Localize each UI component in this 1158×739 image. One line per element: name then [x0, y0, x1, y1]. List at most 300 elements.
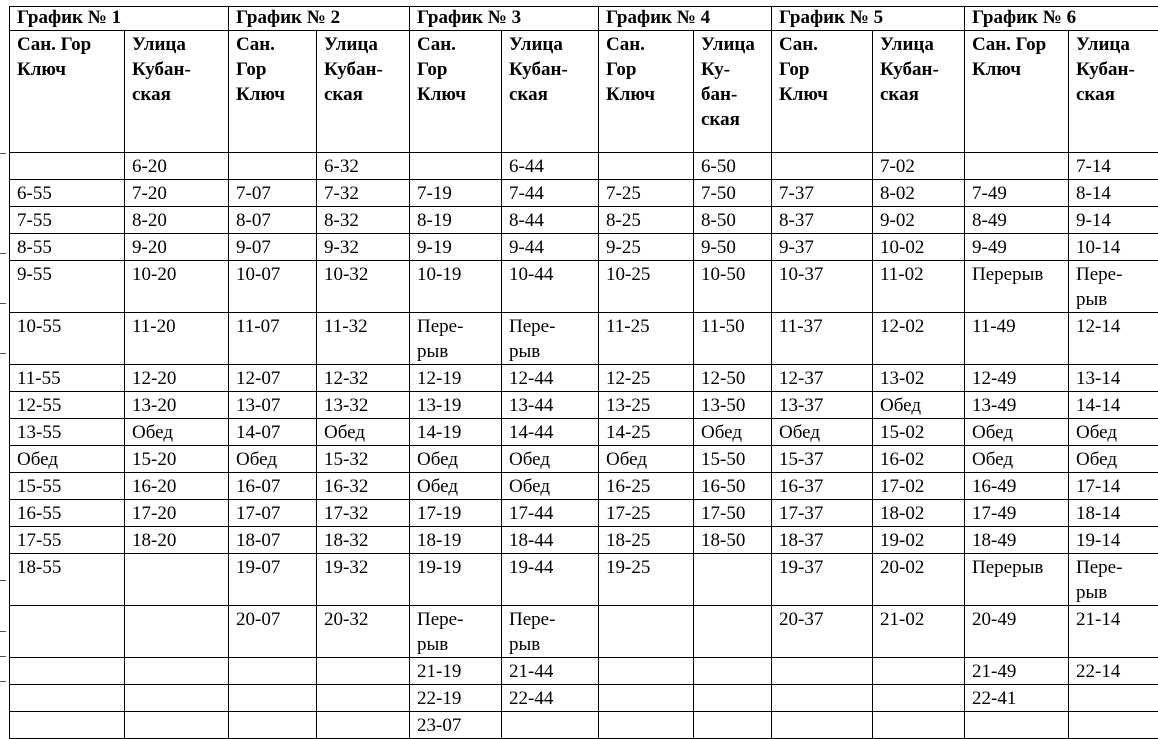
time-value: 10-50 — [701, 262, 765, 287]
schedule-1-stop-a-cell — [10, 446, 125, 473]
schedule-4-stop-a-cell — [599, 685, 694, 712]
schedule-3-stop-b-cell — [502, 606, 599, 658]
time-value: 18-14 — [1076, 501, 1158, 526]
time-value: 18-19 — [417, 528, 495, 553]
schedule-5-stop-b-cell — [873, 365, 965, 392]
schedule-6-stop-b-cell — [1069, 392, 1158, 419]
schedule-1-stop-b-cell — [125, 261, 229, 313]
schedule-row — [10, 180, 1158, 207]
schedule-2-stop-b-cell — [317, 606, 410, 658]
schedule-5-stop-a-cell — [772, 527, 873, 554]
time-value: 12-49 — [972, 366, 1062, 391]
time-value: 9-55 — [17, 262, 118, 287]
margin-tick — [0, 631, 6, 632]
time-value: 9-32 — [324, 235, 403, 260]
schedule-1-stop-a-cell — [10, 180, 125, 207]
schedule-4-stop-a-cell — [599, 446, 694, 473]
schedule-2-stop-b-cell — [317, 153, 410, 180]
schedule-1-stop-b-cell — [125, 365, 229, 392]
stop-label: Сан. Гор Ключ — [606, 32, 687, 107]
schedule-1-stop-a-header — [10, 31, 125, 153]
time-value: 18-44 — [509, 528, 592, 553]
schedule-row — [10, 606, 1158, 658]
schedule-6-stop-a-cell — [965, 446, 1069, 473]
schedule-4-stop-b-cell — [694, 527, 772, 554]
time-value: 10-19 — [417, 262, 495, 287]
margin-tick — [0, 253, 6, 254]
schedule-1-stop-b-cell — [125, 658, 229, 685]
schedule-6-stop-a-cell — [965, 392, 1069, 419]
schedule-1-stop-a-cell — [10, 500, 125, 527]
time-value: 13-44 — [509, 393, 592, 418]
time-value: 11-32 — [324, 314, 403, 339]
time-value: 21-14 — [1076, 607, 1158, 632]
schedule-1-stop-b-cell — [125, 685, 229, 712]
schedule-row — [10, 313, 1158, 365]
schedule-5-stop-b-header — [873, 31, 965, 153]
schedule-3-stop-a-cell — [410, 365, 502, 392]
schedule-3-stop-a-cell — [410, 527, 502, 554]
time-value: Обед — [509, 447, 592, 472]
schedule-1-stop-a-cell — [10, 606, 125, 658]
time-value: 8-20 — [132, 208, 222, 233]
time-value: 8-02 — [880, 181, 958, 206]
time-value: 12-55 — [17, 393, 118, 418]
time-value: 17-07 — [236, 501, 310, 526]
schedule-2-stop-a-cell — [229, 207, 317, 234]
schedule-3-title: График № 3 — [410, 7, 599, 31]
margin-tick — [0, 681, 6, 682]
time-value: 18-50 — [701, 528, 765, 553]
schedule-1-stop-b-cell — [125, 392, 229, 419]
schedule-3-stop-b-cell — [502, 180, 599, 207]
time-value: Обед — [236, 447, 310, 472]
schedule-1-stop-b-header — [125, 31, 229, 153]
time-value: 18-07 — [236, 528, 310, 553]
schedule-5-stop-a-cell — [772, 500, 873, 527]
schedule-6-stop-b-cell — [1069, 313, 1158, 365]
schedule-2-stop-a-cell — [229, 685, 317, 712]
time-value: 17-37 — [779, 501, 866, 526]
time-value: 12-44 — [509, 366, 592, 391]
time-value: 7-50 — [701, 181, 765, 206]
schedule-2-stop-a-cell — [229, 419, 317, 446]
schedule-3-stop-a-cell — [410, 419, 502, 446]
schedule-1-stop-b-cell — [125, 180, 229, 207]
schedule-1-stop-b-cell — [125, 419, 229, 446]
schedule-3-stop-a-cell — [410, 313, 502, 365]
time-value: 7-14 — [1076, 154, 1158, 179]
schedule-4-stop-a-cell — [599, 392, 694, 419]
time-value: 17-02 — [880, 474, 958, 499]
time-value: 7-37 — [779, 181, 866, 206]
time-value: Обед — [1076, 420, 1158, 445]
time-value: 7-25 — [606, 181, 687, 206]
schedule-6-stop-b-cell — [1069, 527, 1158, 554]
stop-header-row — [10, 31, 1158, 153]
time-value: 12-02 — [880, 314, 958, 339]
time-value: 12-37 — [779, 366, 866, 391]
schedule-2-stop-a-cell — [229, 606, 317, 658]
schedule-5-stop-a-cell — [772, 473, 873, 500]
schedule-3-stop-b-cell — [502, 234, 599, 261]
schedule-4-stop-b-cell — [694, 261, 772, 313]
time-value: 17-32 — [324, 501, 403, 526]
time-value: 20-49 — [972, 607, 1062, 632]
time-value: 20-37 — [779, 607, 866, 632]
schedule-5-stop-b-cell — [873, 712, 965, 739]
schedule-3-stop-b-cell — [502, 712, 599, 739]
time-value: 9-50 — [701, 235, 765, 260]
schedule-5-stop-b-cell — [873, 234, 965, 261]
schedule-6-stop-b-header — [1069, 31, 1158, 153]
time-value: 18-20 — [132, 528, 222, 553]
time-value: 9-44 — [509, 235, 592, 260]
time-value: Обед — [972, 420, 1062, 445]
time-value: 8-14 — [1076, 181, 1158, 206]
time-value: 9-20 — [132, 235, 222, 260]
stop-label: Сан. Гор Ключ — [17, 32, 118, 82]
schedule-4-stop-b-cell — [694, 365, 772, 392]
time-value: 9-07 — [236, 235, 310, 260]
schedule-5-stop-b-cell — [873, 153, 965, 180]
schedule-5-stop-b-cell — [873, 685, 965, 712]
schedule-1-stop-a-cell — [10, 234, 125, 261]
time-value: 17-55 — [17, 528, 118, 553]
time-value: 15-37 — [779, 447, 866, 472]
schedule-1-stop-b-cell — [125, 500, 229, 527]
time-value: 13-25 — [606, 393, 687, 418]
schedule-row — [10, 207, 1158, 234]
time-value: 6-44 — [509, 154, 592, 179]
time-value: 17-49 — [972, 501, 1062, 526]
time-value: 19-02 — [880, 528, 958, 553]
schedule-row — [10, 554, 1158, 606]
schedule-6-stop-a-cell — [965, 606, 1069, 658]
time-value: Обед — [779, 420, 866, 445]
stop-label: Улица Кубан- ская — [880, 32, 958, 107]
time-value: Обед — [17, 447, 118, 472]
schedule-2-stop-b-cell — [317, 527, 410, 554]
schedule-5-stop-a-cell — [772, 392, 873, 419]
schedule-3-stop-b-cell — [502, 500, 599, 527]
schedule-5-stop-b-cell — [873, 261, 965, 313]
time-value: 7-49 — [972, 181, 1062, 206]
time-value: 17-14 — [1076, 474, 1158, 499]
time-value: 18-49 — [972, 528, 1062, 553]
stop-label: Сан. Гор Ключ — [779, 32, 866, 107]
schedule-6-stop-b-cell — [1069, 180, 1158, 207]
time-value: 12-19 — [417, 366, 495, 391]
schedule-5-stop-a-cell — [772, 712, 873, 739]
time-value: 15-02 — [880, 420, 958, 445]
schedule-5-stop-b-cell — [873, 392, 965, 419]
schedule-6-stop-b-cell — [1069, 419, 1158, 446]
time-value: 21-02 — [880, 607, 958, 632]
schedule-3-stop-b-cell — [502, 261, 599, 313]
schedule-1-title: График № 1 — [10, 7, 229, 31]
schedule-4-stop-a-cell — [599, 180, 694, 207]
time-value: 13-55 — [17, 420, 118, 445]
schedule-6-stop-a-cell — [965, 712, 1069, 739]
schedule-3-stop-a-cell — [410, 554, 502, 606]
schedule-1-stop-a-cell — [10, 313, 125, 365]
time-value: 16-37 — [779, 474, 866, 499]
schedule-4-stop-a-cell — [599, 658, 694, 685]
time-value: 17-19 — [417, 501, 495, 526]
time-value: Пере- рыв — [417, 607, 495, 657]
schedule-5-stop-b-cell — [873, 446, 965, 473]
time-value: 18-32 — [324, 528, 403, 553]
stop-label: Улица Кубан- ская — [132, 32, 222, 107]
time-value: 8-55 — [17, 235, 118, 260]
time-value: 8-37 — [779, 208, 866, 233]
time-value: 20-32 — [324, 607, 403, 632]
schedule-4-stop-b-cell — [694, 606, 772, 658]
time-value: 21-19 — [417, 659, 495, 684]
schedule-6-stop-a-cell — [965, 419, 1069, 446]
schedule-2-stop-b-cell — [317, 473, 410, 500]
schedule-2-stop-b-cell — [317, 180, 410, 207]
schedule-5-stop-b-cell — [873, 207, 965, 234]
time-value: 17-44 — [509, 501, 592, 526]
schedule-3-stop-a-cell — [410, 261, 502, 313]
time-value: 6-50 — [701, 154, 765, 179]
time-value: 17-50 — [701, 501, 765, 526]
time-value: 22-44 — [509, 686, 592, 711]
time-value: 11-50 — [701, 314, 765, 339]
schedule-6-stop-b-cell — [1069, 500, 1158, 527]
schedule-5-stop-a-cell — [772, 365, 873, 392]
time-value: 8-19 — [417, 208, 495, 233]
schedule-6-stop-a-cell — [965, 685, 1069, 712]
schedule-3-stop-b-cell — [502, 392, 599, 419]
schedule-1-stop-b-cell — [125, 234, 229, 261]
schedule-1-stop-b-cell — [125, 473, 229, 500]
schedule-row — [10, 500, 1158, 527]
time-value: 12-50 — [701, 366, 765, 391]
schedule-2-stop-a-cell — [229, 658, 317, 685]
time-value: Обед — [606, 447, 687, 472]
schedule-4-stop-b-cell — [694, 712, 772, 739]
schedule-3-stop-a-cell — [410, 180, 502, 207]
schedule-6-stop-a-cell — [965, 473, 1069, 500]
time-value: 7-02 — [880, 154, 958, 179]
schedule-title-row — [10, 7, 1158, 31]
time-value: 11-37 — [779, 314, 866, 339]
schedule-4-stop-b-cell — [694, 446, 772, 473]
schedule-3-stop-a-header — [410, 31, 502, 153]
schedule-4-stop-b-cell — [694, 313, 772, 365]
time-value: Перерыв — [972, 555, 1062, 580]
schedule-4-stop-b-cell — [694, 392, 772, 419]
schedule-2-stop-a-cell — [229, 313, 317, 365]
time-value: 8-25 — [606, 208, 687, 233]
schedule-1-stop-b-cell — [125, 527, 229, 554]
schedule-3-stop-a-cell — [410, 234, 502, 261]
time-value: 15-20 — [132, 447, 222, 472]
time-value: 10-20 — [132, 262, 222, 287]
schedule-5-stop-a-cell — [772, 153, 873, 180]
schedule-2-stop-b-header — [317, 31, 410, 153]
schedule-6-stop-b-cell — [1069, 473, 1158, 500]
schedule-2-stop-a-cell — [229, 365, 317, 392]
schedule-6-stop-b-cell — [1069, 234, 1158, 261]
schedule-row — [10, 685, 1158, 712]
schedule-4-stop-a-cell — [599, 500, 694, 527]
stop-label: Улица Кубан- ская — [1076, 32, 1158, 107]
schedule-5-stop-b-cell — [873, 527, 965, 554]
schedule-2-stop-a-cell — [229, 180, 317, 207]
schedule-2-stop-a-cell — [229, 446, 317, 473]
schedule-4-stop-b-cell — [694, 153, 772, 180]
time-value: 22-41 — [972, 686, 1062, 711]
time-value: 8-07 — [236, 208, 310, 233]
schedule-6-stop-b-cell — [1069, 365, 1158, 392]
time-value: 17-25 — [606, 501, 687, 526]
schedule-4-stop-b-cell — [694, 500, 772, 527]
schedule-3-stop-b-header — [502, 31, 599, 153]
schedule-4-stop-b-cell — [694, 234, 772, 261]
time-value: 13-49 — [972, 393, 1062, 418]
schedule-table — [9, 6, 1158, 739]
schedule-5-stop-a-cell — [772, 234, 873, 261]
schedule-6-stop-b-cell — [1069, 658, 1158, 685]
time-value: 15-55 — [17, 474, 118, 499]
schedule-5-stop-b-cell — [873, 658, 965, 685]
schedule-5-stop-a-cell — [772, 658, 873, 685]
time-value: 8-50 — [701, 208, 765, 233]
schedule-2-stop-b-cell — [317, 446, 410, 473]
margin-tick — [0, 303, 6, 304]
schedule-3-stop-b-cell — [502, 153, 599, 180]
schedule-3-stop-a-cell — [410, 658, 502, 685]
schedule-5-stop-a-cell — [772, 446, 873, 473]
schedule-3-stop-b-cell — [502, 658, 599, 685]
schedule-4-stop-a-cell — [599, 153, 694, 180]
schedule-1-stop-b-cell — [125, 207, 229, 234]
stop-label: Улица Кубан- ская — [324, 32, 403, 107]
schedule-2-stop-b-cell — [317, 712, 410, 739]
time-value: Обед — [509, 474, 592, 499]
time-value: 7-07 — [236, 181, 310, 206]
schedule-3-stop-a-cell — [410, 473, 502, 500]
schedule-5-stop-a-header — [772, 31, 873, 153]
schedule-1-stop-a-cell — [10, 712, 125, 739]
time-value: 22-19 — [417, 686, 495, 711]
schedule-1-stop-b-cell — [125, 554, 229, 606]
time-value: 6-32 — [324, 154, 403, 179]
schedule-1-stop-a-cell — [10, 658, 125, 685]
time-value: 19-32 — [324, 555, 403, 580]
time-value: 8-32 — [324, 208, 403, 233]
time-value: 15-50 — [701, 447, 765, 472]
schedule-4-title: График № 4 — [599, 7, 772, 31]
schedule-4-stop-b-cell — [694, 419, 772, 446]
stop-label: Сан. Гор Ключ — [236, 32, 310, 107]
time-value: 20-07 — [236, 607, 310, 632]
time-value: 10-44 — [509, 262, 592, 287]
schedule-2-stop-b-cell — [317, 261, 410, 313]
time-value: 14-19 — [417, 420, 495, 445]
schedule-1-stop-a-cell — [10, 473, 125, 500]
time-value: 23-07 — [417, 713, 495, 738]
schedule-4-stop-b-cell — [694, 554, 772, 606]
schedule-1-stop-a-cell — [10, 685, 125, 712]
schedule-5-stop-a-cell — [772, 685, 873, 712]
time-value: 13-20 — [132, 393, 222, 418]
schedule-2-stop-a-cell — [229, 261, 317, 313]
schedule-2-stop-b-cell — [317, 500, 410, 527]
schedule-6-stop-a-cell — [965, 153, 1069, 180]
schedule-4-stop-a-cell — [599, 234, 694, 261]
schedule-3-stop-a-cell — [410, 153, 502, 180]
schedule-6-stop-a-cell — [965, 261, 1069, 313]
time-value: 22-14 — [1076, 659, 1158, 684]
schedule-2-stop-b-cell — [317, 207, 410, 234]
schedule-6-title: График № 6 — [965, 7, 1158, 31]
time-value: Обед — [417, 474, 495, 499]
time-value: 20-02 — [880, 555, 958, 580]
time-value: 11-02 — [880, 262, 958, 287]
time-value: Перерыв — [972, 262, 1062, 287]
schedule-5-stop-a-cell — [772, 180, 873, 207]
time-value: 14-07 — [236, 420, 310, 445]
time-value: 12-32 — [324, 366, 403, 391]
schedule-2-stop-b-cell — [317, 554, 410, 606]
schedule-2-stop-a-cell — [229, 392, 317, 419]
schedule-6-stop-b-cell — [1069, 712, 1158, 739]
schedule-4-stop-a-cell — [599, 313, 694, 365]
time-value: 11-25 — [606, 314, 687, 339]
schedule-3-stop-b-cell — [502, 365, 599, 392]
schedule-5-stop-b-cell — [873, 554, 965, 606]
schedule-3-stop-b-cell — [502, 419, 599, 446]
schedule-6-stop-a-cell — [965, 313, 1069, 365]
schedule-2-stop-b-cell — [317, 365, 410, 392]
time-value: 9-49 — [972, 235, 1062, 260]
schedule-1-stop-b-cell — [125, 153, 229, 180]
time-value: 9-19 — [417, 235, 495, 260]
schedule-1-stop-b-cell — [125, 606, 229, 658]
schedule-2-stop-a-cell — [229, 234, 317, 261]
time-value: 19-07 — [236, 555, 310, 580]
time-value: Пере- рыв — [417, 314, 495, 364]
time-value: 7-20 — [132, 181, 222, 206]
schedule-1-stop-a-cell — [10, 554, 125, 606]
time-value: 12-07 — [236, 366, 310, 391]
time-value: 11-07 — [236, 314, 310, 339]
time-value: Обед — [417, 447, 495, 472]
schedule-1-stop-a-cell — [10, 527, 125, 554]
schedule-2-title: График № 2 — [229, 7, 410, 31]
schedule-row — [10, 712, 1158, 739]
schedule-1-stop-a-cell — [10, 261, 125, 313]
schedule-6-stop-a-header — [965, 31, 1069, 153]
schedule-3-stop-a-cell — [410, 685, 502, 712]
time-value: 16-25 — [606, 474, 687, 499]
schedule-5-stop-a-cell — [772, 261, 873, 313]
margin-tick — [0, 353, 6, 354]
time-value: 10-02 — [880, 235, 958, 260]
schedule-2-stop-b-cell — [317, 313, 410, 365]
time-value: Обед — [701, 420, 765, 445]
schedule-5-title: График № 5 — [772, 7, 965, 31]
time-value: 18-25 — [606, 528, 687, 553]
time-value: 12-14 — [1076, 314, 1158, 339]
schedule-5-stop-a-cell — [772, 606, 873, 658]
time-value: Пере- рыв — [509, 314, 592, 364]
